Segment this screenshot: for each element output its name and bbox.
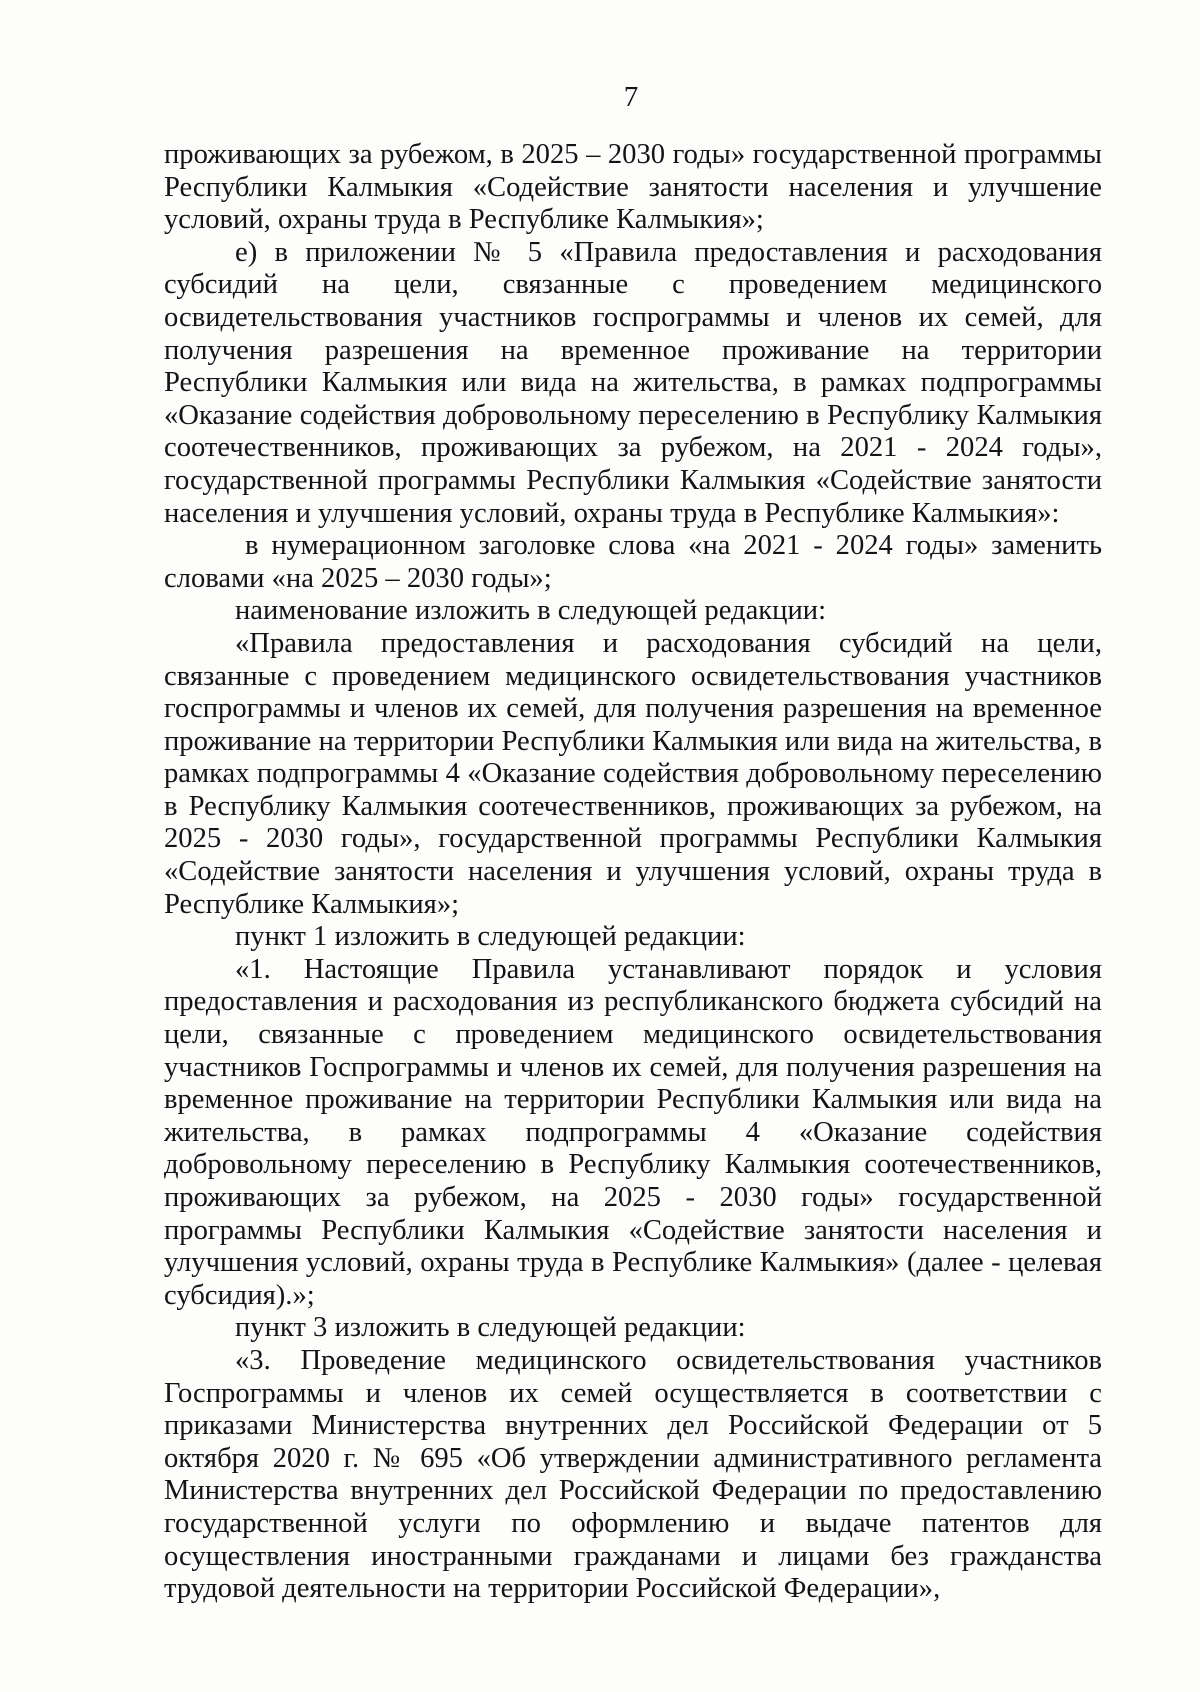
- paragraph-clause-1-text: «1. Настоящие Правила устанавливают порядок и условия предоставления и расходования из республиканского бюджета субсидий на цели, связанные с проведением медицинского освидетельствования участников Госпрограммы и членов их семей, для получения разрешения на временное проживание на территории Республики Калмыкия или вида на жительства, в рамках подпрограммы 4 «Оказание содействия добровольному переселению в Республику Калмыкия соотечественников, проживающих за рубежом, на 2025 - 2030 годы» государственной программы Республики Калмыкия «Содействие занятости населения и улучшения условий, охраны труда в Республике Калмыкия» (далее - целевая субсидия).»;: [164, 953, 1102, 1311]
- paragraph-clause-3-instruction: пункт 3 изложить в следующей редакции:: [235, 1312, 746, 1344]
- page-number: 7: [623, 81, 639, 113]
- paragraph-item-e: е) в приложении № 5 «Правила предоставления и расходования субсидий на цели, связанные с проведением медицинского освидетельствования участников госпрограммы и членов их семей, для получения разрешения на временное проживание на территории Республики Калмыкия или вида на жительства, в рамках подпрограммы «Оказание содействия добровольному переселению в Республику Калмыкия соотечественников, проживающих за рубежом, на 2021 - 2024 годы», государственной программы Республики Калмыкия «Содействие занятости населения и улучшения условий, охраны труда в Республике Калмыкия»:: [164, 236, 1102, 529]
- document-body: [164, 139, 1102, 1606]
- paragraph-new-title: «Правила предоставления и расходования субсидий на цели, связанные с проведением медицинского освидетельствования участников госпрограммы и членов их семей, для получения разрешения на временное проживание на территории Республики Калмыкия или вида на жительства, в рамках подпрограммы 4 «Оказание содействия добровольному переселению в Республику Калмыкия соотечественников, проживающих за рубежом, на 2025 - 2030 годы», государственной программы Республики Калмыкия «Содействие занятости населения и улучшения условий, охраны труда в Республике Калмыкия»;: [164, 627, 1102, 920]
- paragraph-clause-3-text: «3. Проведение медицинского освидетельствования участников Госпрограммы и членов их семей осуществляется в соответствии с приказами Министерства внутренних дел Российской Федерации от 5 октября 2020 г. № 695 «Об утверждении административного регламента Министерства внутренних дел Российской Федерации по предоставлению государственной услуги по оформлению и выдаче патентов для осуществления иностранными гражданами и лицами без гражданства трудовой деятельности на территории Российской Федерации»,: [164, 1344, 1102, 1605]
- paragraph-clause-1-instruction: пункт 1 изложить в следующей редакции:: [235, 921, 746, 953]
- paragraph-heading-replacement: в нумерационном заголовке слова «на 2021 - 2024 годы» заменить словами «на 2025 – 2030 годы»;: [164, 530, 1102, 594]
- paragraph-title-instruction: наименование изложить в следующей редакции:: [235, 595, 827, 627]
- paragraph-continuation: проживающих за рубежом, в 2025 – 2030 годы» государственной программы Республики Калмыкия «Содействие занятости населения и улучшение условий, охраны труда в Республике Калмыкия»;: [164, 139, 1102, 236]
